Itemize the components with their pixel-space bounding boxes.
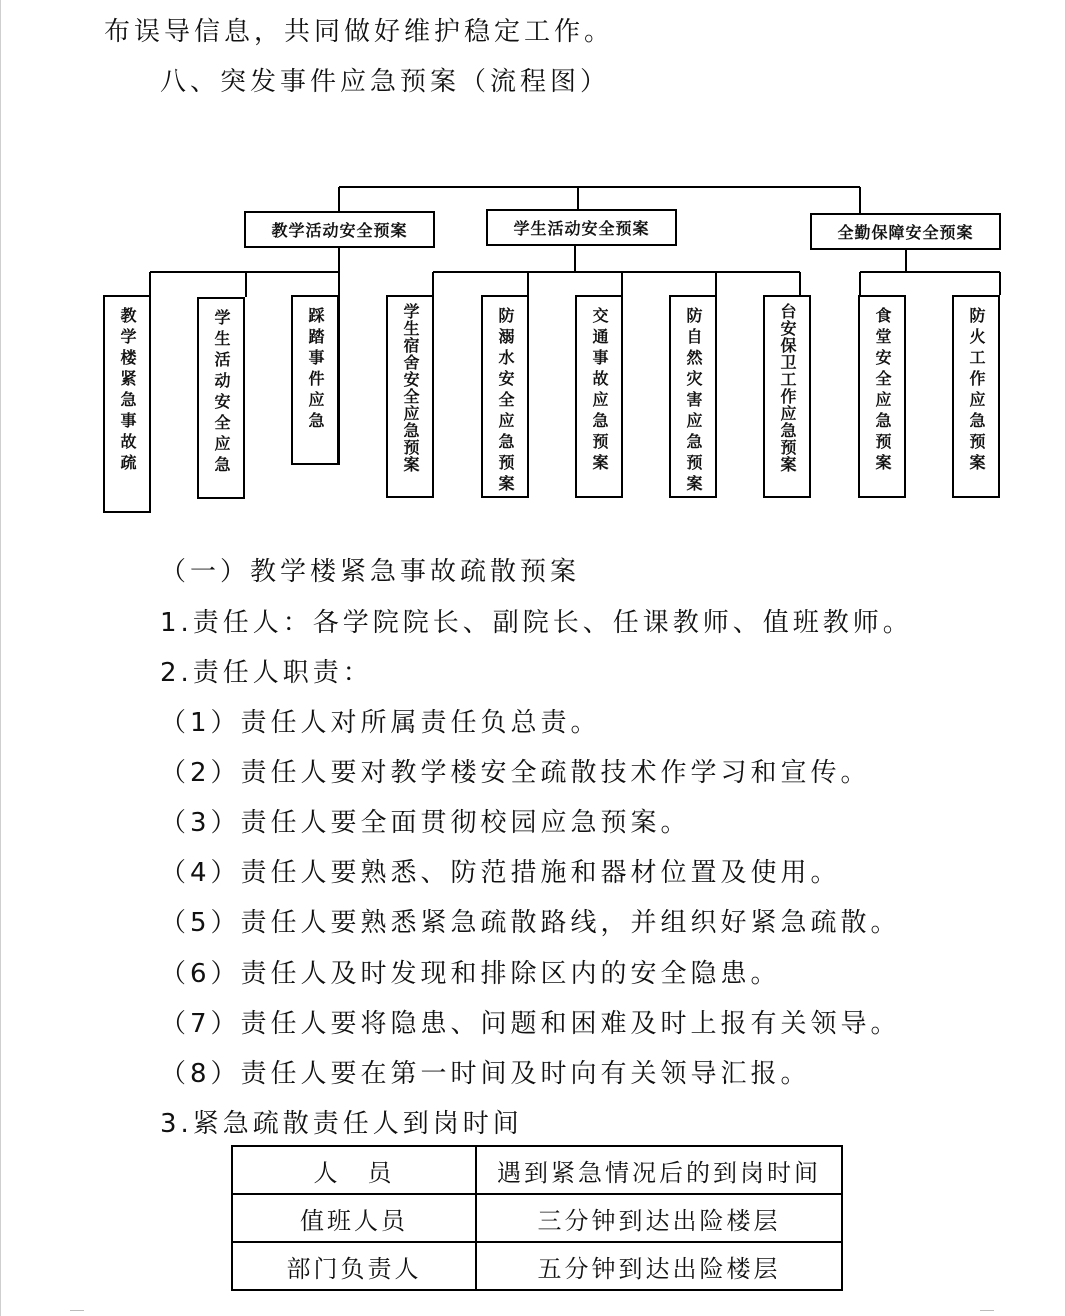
plan-label: 踩踏事件应急 [306, 307, 325, 433]
plan-label: 防自然灾害应急预案 [684, 307, 703, 496]
arrival-time-heading: 3.紧急疏散责任人到岗时间 [160, 1109, 523, 1139]
plan-label: 防溺水安全应急预案 [496, 307, 515, 496]
group-title: 教学活动安全预案 [271, 221, 408, 240]
group-title: 全勤保障安全预案 [837, 223, 974, 242]
plan-label: 交通事故应急预案 [590, 307, 609, 475]
plan-box-fire [952, 295, 1000, 498]
duty-item: （4）责任人要熟悉、防范措施和器材位置及使用。 [160, 858, 841, 888]
table-header-cell: 遇到紧急情况后的到岗时间 [476, 1146, 842, 1194]
plan-box-traffic [575, 295, 623, 498]
table-row [232, 1194, 842, 1242]
page-corner-mark [70, 1310, 84, 1311]
section-title: 八、突发事件应急预案（流程图） [160, 67, 611, 97]
plan-label: 学生活动安全应急 [212, 309, 231, 477]
duty-item: （8）责任人要在第一时间及时向有关领导汇报。 [160, 1059, 811, 1089]
plan-label: 台安保卫工作应急预案 [778, 303, 797, 473]
duty-item: （3）责任人要全面贯彻校园应急预案。 [160, 808, 691, 838]
group-box-student [486, 209, 677, 246]
table-header-cell: 人 员 [232, 1146, 476, 1194]
duty-item: （2）责任人要对教学楼安全疏散技术作学习和宣传。 [160, 758, 871, 788]
plan-box-building-evacuation [103, 295, 151, 513]
plan-box-stampede [291, 295, 339, 465]
plan-box-natural-disaster [669, 295, 717, 498]
table-cell: 值班人员 [232, 1194, 476, 1242]
duty-item: （5）责任人要熟悉紧急疏散路线，并组织好紧急疏散。 [160, 908, 901, 938]
table-cell: 三分钟到达出险楼层 [476, 1194, 842, 1242]
responsible-persons: 1.责任人：各学院院长、副院长、任课教师、值班教师。 [160, 608, 913, 638]
subsection-title: （一）教学楼紧急事故疏散预案 [160, 557, 581, 587]
table-header-row [232, 1146, 842, 1194]
plan-box-security [763, 295, 811, 498]
plan-box-canteen [858, 295, 906, 498]
plan-box-student-activity [197, 297, 245, 499]
plan-label: 食堂安全应急预案 [873, 307, 892, 475]
arrival-time-table [231, 1145, 843, 1291]
table-row [232, 1242, 842, 1290]
duty-item: （6）责任人及时发现和排除区内的安全隐患。 [160, 959, 781, 989]
duty-item: （1）责任人对所属责任负总责。 [160, 708, 601, 738]
group-title: 学生活动安全预案 [513, 219, 650, 238]
table-cell: 部门负责人 [232, 1242, 476, 1290]
plan-box-dormitory [386, 295, 434, 498]
plan-label: 防火工作应急预案 [967, 307, 986, 475]
page-corner-mark [980, 1310, 994, 1311]
plan-label: 学生宿舍安全应急预案 [401, 303, 420, 473]
duty-item: （7）责任人要将隐患、问题和困难及时上报有关领导。 [160, 1009, 901, 1039]
group-box-logistics [810, 213, 1001, 250]
plan-box-drowning [481, 295, 529, 498]
intro-line: 布误导信息，共同做好维护稳定工作。 [104, 17, 615, 47]
table-cell: 五分钟到达出险楼层 [476, 1242, 842, 1290]
group-box-teaching [244, 211, 435, 248]
plan-label: 教学楼紧急事故疏 [118, 307, 137, 475]
duties-heading: 2.责任人职责： [160, 658, 373, 688]
